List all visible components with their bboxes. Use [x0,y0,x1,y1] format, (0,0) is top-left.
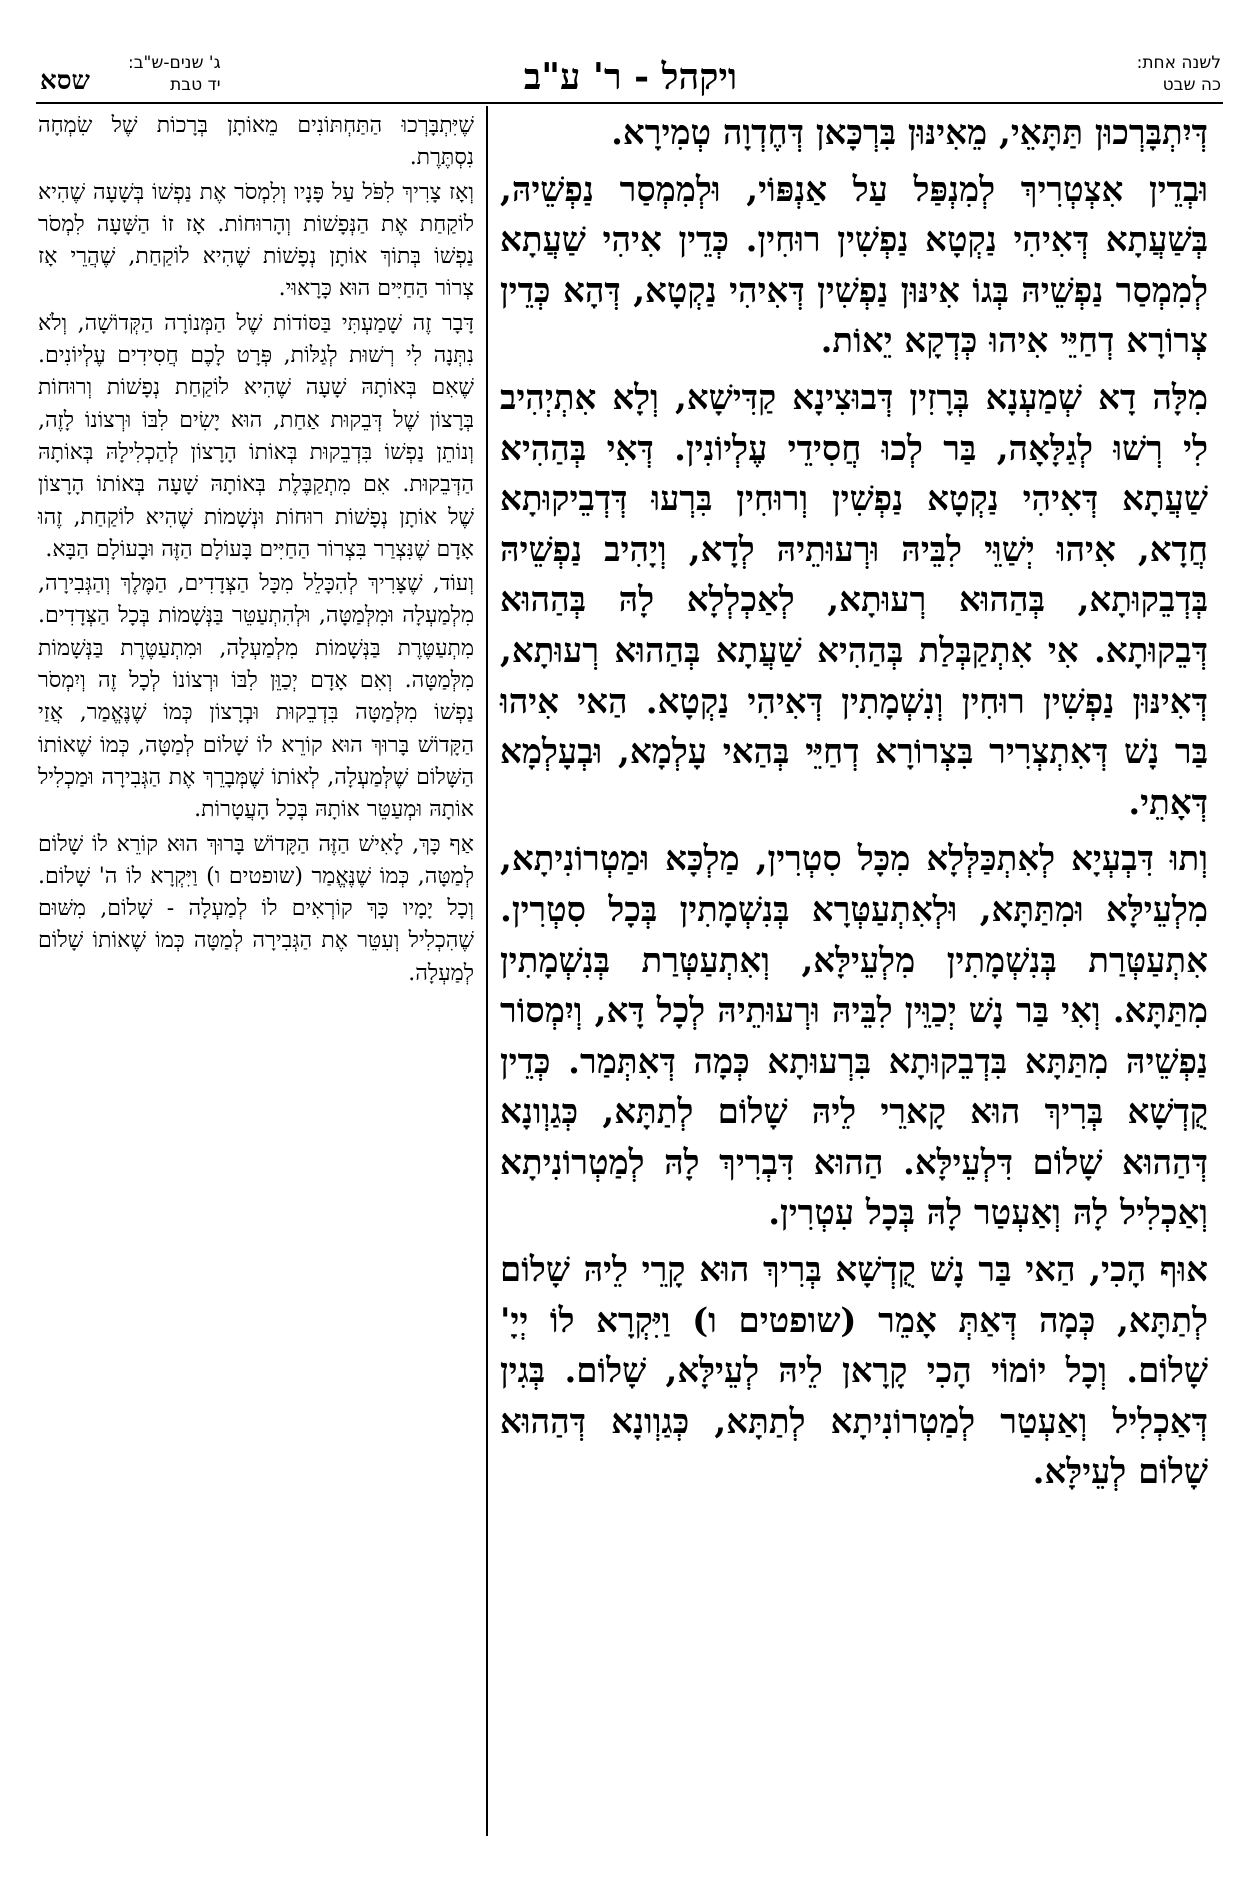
header-rule [36,102,1223,104]
three-year-schedule-date [128,52,221,96]
one-year-label: לשנה אחת: [1136,53,1221,73]
translation-paragraph: שֶׁיִּתְבָּרְכוּ הַתַּחְתּוֹנִים מֵאוֹתָן בְּרָכוֹת שֶׁל שִׂמְחָה נִסְתֶּרֶת. [38,113,474,171]
main-paragraph: מִלָּה דָא שְׁמַעְנָא בְּרָזִין דְּבוּצִינָא קַדִּישָׁא, וְלָא אִתְיְהִיב לִי רְשׁוּ לְגַלָּאָה, בַּר לְכוּ חֲסִידֵי עֶלְיוֹנִין. דְּאִי בְּהַהִיא שַׁעֲתָא דְּאִיהִי נַקְטָא נַפְשִׁין וְרוּחִין בִּרְעוּ דְּדְבֵיקוּתָא חֲדָא, אִיהוּ יְשַׁוֵּי לִבֵּיהּ וּרְעוּתֵיהּ לְדָא, וְיָהִיב נַפְשֵׁיהּ בְּדְבֵקוּתָא, בְּהַהוּא רְעוּתָא, לְאַכְלְלָא לָהּ בְּהַהוּא דְּבֵקוּתָא. אִי אִתְקַבְּלַת בְּהַהִיא שַׁעֲתָא בְּהַהוּא רְעוּתָא, דְּאִינּוּן נַפְשִׁין רוּחִין וְנִשְׁמָתִין דְּאִיהִי נַקְטָא. הַאי אִיהוּ בַּר נָשׁ דְּאִתְצְרִיר בִּצְרוֹרָא דְחַיֵּי בְּהַאי עָלְמָא, וּבְעָלְמָא דְּאָתֵי. [500,377,1208,823]
one-year-date: כה שבט [1162,75,1221,95]
main-paragraph: אוּף הָכִי, הַאי בַּר נָשׁ קֻדְשָׁא בְּרִיךְ הוּא קָרֵי לֵיהּ שָׁלוֹם לְתַתָּא, כְּמָה דְּאַתְּ אָמֵר (שופטים ו) וַיִּקְרָא לוֹ יְיָ' שָׁלוֹם. וְכָל יוֹמוֹי הָכִי קָרָאן לֵיהּ לְעֵילָּא, שָׁלוֹם. בְּגִין דְּאַכְלִיל וְאַעְטַר לְמַטְרוֹנִיתָא לְתַתָּא, כְּגַוְונָא דְּהַהוּא שָׁלוֹם לְעֵילָּא. [500,1250,1208,1493]
hebrew-translation-column [38,110,474,992]
main-paragraph: וּבְדֵין אִצְטְרִיךְ לְמִנְפַּל עַל אַנְפּוֹי, וּלְמִמְסַר נַפְשֵׁיהּ, בְּשַׁעֲתָא דְּאִיהִי נַקְטָא נַפְשִׁין רוּחִין. כְּדֵין אִיהִי שַׁעֲתָא לְמִמְסַר נַפְשֵׁיהּ בְּגוֹ אִינּוּן נַפְשִׁין דְּאִיהִי נַקְטָא, דְּהָא כְּדֵין צְרוֹרָא דְחַיֵּי אִיהוּ כְּדְקָא יֵאוֹת. [500,169,1208,362]
aramaic-text-column [500,108,1208,1504]
translation-paragraph: דָּבָר זֶה שָׁמַעְתִּי בַּסּוֹדוֹת שֶׁל הַמְּנוֹרָה הַקְּדוֹשָׁה, וְלֹא נִתְּנָה לִי רְשׁוּת לְגַלּוֹת, פְּרָט לָכֶם חֲסִידִים עֶלְיוֹנִים. שֶׁאִם בְּאוֹתָהּ שָׁעָה שֶׁהִיא לוֹקַחַת נְפָשׁוֹת וְרוּחוֹת בְּרָצוֹן שֶׁל דְּבֵקוּת אַחַת, הוּא יָשִׂים לִבּוֹ וּרְצוֹנוֹ לָזֶה, וְנוֹתֵן נַפְשׁוֹ בִּדְבֵקוּת בְּאוֹתוֹ הָרָצוֹן לְהַכְלִילָהּ בְּאוֹתָהּ הַדְּבֵקוּת. אִם מִתְקַבֶּלֶת בְּאוֹתָהּ שָׁעָה בְּאוֹתוֹ הָרָצוֹן שֶׁל אוֹתָן נְפָשׁוֹת רוּחוֹת וּנְשָׁמוֹת שֶׁהִיא לוֹקַחַת, זֶהוּ אָדָם שֶׁנִּצְרַר בִּצְרוֹר הַחַיִּים בָּעוֹלָם הַזֶּה וּבָעוֹלָם הַבָּא. [38,310,474,562]
page-header [40,52,1221,100]
main-paragraph: דְּיִתְבָּרְכוּן תַּתָּאֵי, מֵאִינּוּן בִּרְכָּאן דְּחֶדְוָה טְמִירָא. [611,113,1208,153]
translation-paragraph: וְעוֹד, שֶׁצָּרִיךְ לְהִכָּלֵל מִכָּל הַצְּדָדִים, הַמֶּלֶךְ וְהַגְּבִירָה, מִלְמַעְלָה וּמִלְּמַטָּה, וּלְהִתְעַטֵּר בַּנְּשָׁמוֹת בְּכָל הַצְּדָדִים. מִתְעַטֶּרֶת בַּנְּשָׁמוֹת מִלְמַעְלָה, וּמִתְעַטֶּרֶת בַּנְּשָׁמוֹת מִלְּמַטָּה. וְאִם אָדָם יְכַוֵּן לִבּוֹ וּרְצוֹנוֹ לְכָל זֶה וְיִמְסֹר נַפְשׁוֹ מִלְּמַטָּה בִּדְבֵקוּת וּבְרָצוֹן כְּמוֹ שֶׁנֶּאֱמַר, אֲזַי הַקָּדוֹשׁ בָּרוּךְ הוּא קוֹרֵא לוֹ שָׁלוֹם לְמַטָּה, כְּמוֹ שֶׁאוֹתוֹ הַשָּׁלוֹם שֶׁלְּמַעְלָה, לְאוֹתוֹ שֶׁמְּבָרֵךְ אֶת הַגְּבִירָה וּמַכְלִיל אוֹתָהּ וּמְעַטֵּר אוֹתָהּ בְּכָל הָעֲטָרוֹת. [38,571,474,823]
three-year-date: יד טבת [170,75,221,95]
translation-paragraph: אַף כָּךְ, לָאִישׁ הַזֶּה הַקָּדוֹשׁ בָּרוּךְ הוּא קוֹרֵא לוֹ שָׁלוֹם לְמַטָּה, כְּמוֹ שֶׁנֶּאֱמַר (שופטים ו) וַיִּקְרָא לוֹ ה' שָׁלוֹם. וְכָל יָמָיו כָּךְ קוֹרְאִים לוֹ לְמַעְלָה - שָׁלוֹם, מִשּׁוּם שֶׁהִכְלִיל וְעִטֵּר אֶת הַגְּבִירָה לְמַטָּה כְּמוֹ שֶׁאוֹתוֹ שָׁלוֹם לְמַעְלָה. [38,831,474,986]
translation-paragraph: וְאָז צָרִיךְ לִפֹּל עַל פָּנָיו וְלִמְסֹר אֶת נַפְשׁוֹ בְּשָׁעָה שֶׁהִיא לוֹקַחַת אֶת הַנְּפָשׁוֹת וְהָרוּחוֹת. אָז זוֹ הַשָּׁעָה לִמְסֹר נַפְשׁוֹ בְּתוֹךְ אוֹתָן נְפָשׁוֹת שֶׁהִיא לוֹקַחַת, שֶׁהֲרֵי אָז צְרוֹר הַחַיִּים הוּא כָּרָאוּי. [38,179,474,302]
main-paragraph: וְתוּ דִּבְעְיָא לְאִתְכַּלְּלָא מִכָּל סִטְרִין, מַלְכָּא וּמַטְרוֹנִיתָא, מִלְעֵילָּא וּמִתַּתָּא, וּלְאִתְעַטְּרָא בְּנִשְׁמָתִין בְּכָל סִטְרִין. אִתְעַטְּרַת בְּנִשְׁמָתִין מִלְעֵילָּא, וְאִתְעַטְּרַת בְּנִשְׁמָתִין מִתַּתָּא. וְאִי בַּר נָשׁ יְכַוֵּין לִבֵּיהּ וּרְעוּתֵיהּ לְכָל דָּא, וְיִמְסוֹר נַפְשֵׁיהּ מִתַּתָּא בִּדְבֵקוּתָא בִּרְעוּתָא כְּמָה דְּאִתְּמַר. כְּדֵין קֻדְשָׁא בְּרִיךְ הוּא קָארֵי לֵיהּ שָׁלוֹם לְתַתָּא, כְּגַוְונָא דְּהַהוּא שָׁלוֹם דִּלְעֵילָּא. הַהוּא דִּבְרִיךְ לָהּ לְמַטְרוֹנִיתָא וְאַכְלִיל לָהּ וְאַעְטַר לָהּ בְּכָל עִטְרִין. [500,839,1208,1234]
page-title: ויקהל - ר' ע"ב [523,56,738,98]
three-year-label: ג' שנים-ש"ב: [128,53,221,73]
page-number: שסא [40,66,90,96]
column-divider [486,106,488,1836]
